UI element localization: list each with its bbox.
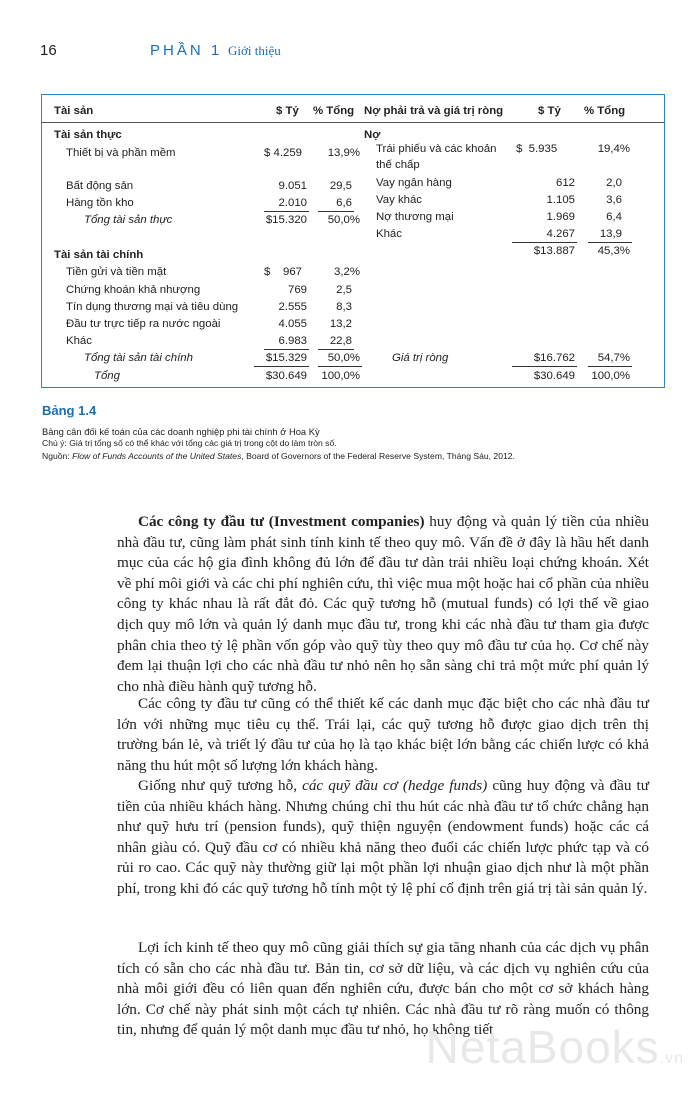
grand-total-amount: $30.649 — [265, 370, 307, 382]
col-header-liab-pct: % Tổng — [584, 105, 626, 117]
watermark-logo — [426, 1020, 684, 1074]
running-header — [40, 36, 660, 60]
table-row-pct: 2,0 — [606, 177, 622, 189]
financial-total-pct: 50,0% — [327, 352, 360, 364]
table-row-amount: $ 4.259 — [264, 147, 303, 159]
table-row-amount: $ 5.935 — [516, 143, 558, 155]
page-number: 16 — [40, 42, 57, 59]
table-row-amount: 9.051 — [278, 180, 307, 192]
grand-total-label: Tổng — [94, 370, 120, 382]
financial-total-amount: $15.329 — [265, 352, 307, 364]
liabilities-heading: Nợ — [364, 129, 381, 141]
table-row-amount: 612 — [555, 177, 575, 189]
table-row-pct: 6,4 — [606, 211, 622, 223]
table-row-label-cont: thế chấp — [376, 159, 420, 171]
paragraph-text: cũng huy động và đầu tư tiền của nhiều khách hàng. Nhưng chúng chỉ thu hút các nhà đầu tư tổ chức chẳng hạn như quỹ hưu trí (pension funds), quỹ thiện nguyện (endowment funds) hoặc các cá nhân giàu có. Quỹ đầu cơ có nhiều khả năng theo đuổi các chiến lược phức tạp và có rủi ro cao. Các quỹ này thường giữ lại một phần lợi nhuận giao dịch như là một phần phí, trong khi đó các quỹ tương hỗ tính một tỷ lệ phí cố định trên giá trị tài sản quản lý. — [117, 777, 649, 897]
real-total-label: Tổng tài sản thực — [84, 214, 173, 226]
paragraph-text: Giống như quỹ tương hỗ, — [138, 777, 303, 794]
table-row-label: Chứng khoán khả nhượng — [66, 284, 201, 296]
table-row-label: Đầu tư trực tiếp ra nước ngoài — [66, 318, 221, 330]
total-rule — [512, 366, 577, 367]
net-worth-label: Giá trị ròng — [392, 352, 449, 364]
source-prefix: Nguồn: — [42, 451, 73, 461]
table-note: Chú ý: Giá trị tổng số có thể khác với tổng các giá trị trong cột do làm tròn số. — [42, 438, 337, 448]
col-header-assets-amount: $ Tỷ — [276, 105, 299, 117]
table-row-pct: 3,6 — [606, 194, 622, 206]
liab-total-pct: 45,3% — [597, 245, 630, 257]
watermark-text: NetaBooks — [425, 1021, 660, 1073]
source-rest: , Board of Governors of the Federal Reserve System, Tháng Sáu, 2012. — [241, 451, 515, 461]
liab-grand-total-pct: 100,0% — [591, 370, 630, 382]
real-total-pct: 50,0% — [327, 214, 360, 226]
table-row-label: Tiền gửi và tiền mặt — [66, 266, 167, 278]
table-source — [42, 451, 515, 462]
source-title: Flow of Funds Accounts of the United States — [72, 451, 242, 461]
header-divider — [42, 122, 664, 123]
real-total-amount: $15.320 — [265, 214, 307, 226]
table-row-label: Nợ thương mại — [376, 211, 454, 223]
total-rule — [254, 366, 309, 367]
table-row-pct: 6,6 — [336, 197, 352, 209]
table-row-label: Khác — [66, 335, 92, 347]
table-row-label: Trái phiếu và các khoản — [376, 143, 497, 155]
subtotal-rule — [318, 349, 354, 350]
section-label: Giới thiệu — [228, 43, 281, 58]
table-row-label: Vay khác — [376, 194, 423, 206]
table-row-pct: 13,9 — [599, 228, 622, 240]
table-row-pct: 19,4% — [597, 143, 630, 155]
col-header-liabilities: Nợ phải trả và giá trị ròng — [364, 105, 504, 117]
net-worth-amount: $16.762 — [533, 352, 575, 364]
table-label: Bảng 1.4 — [42, 403, 97, 418]
total-rule — [318, 366, 362, 367]
table-row-amount: 2.555 — [278, 301, 307, 313]
total-rule — [588, 366, 632, 367]
table-row-pct: 2,5 — [336, 284, 352, 296]
table-row-amount: 6.983 — [278, 335, 307, 347]
grand-total-pct: 100,0% — [321, 370, 360, 382]
table-row-pct: 13,9% — [327, 147, 360, 159]
paragraph-text: Các công ty đầu tư cũng có thể thiết kế các danh mục đặc biệt cho các nhà đầu tư lớn với những mục tiêu cụ thể. Trái lại, các quỹ tương hỗ được giao dịch trên thị trường bán lẻ, và triết lý đầu tư của họ là tạo khác biệt lớn bằng các chiến lược có khả năng thu hút một số lượng lớn khách hàng. — [117, 695, 649, 774]
table-row-pct: 29,5 — [329, 180, 352, 192]
table-row-amount: 769 — [287, 284, 307, 296]
table-row-pct: 22,8 — [329, 335, 352, 347]
col-header-liab-amount: $ Tỷ — [538, 105, 561, 117]
financial-assets-heading: Tài sản tài chính — [54, 249, 144, 261]
subtotal-rule — [264, 349, 309, 350]
term-investment-companies: Các công ty đầu tư (Investment companies) — [138, 513, 425, 530]
paragraph-hedge-funds — [117, 776, 649, 900]
paragraph-text: Lợi ích kinh tế theo quy mô cũng giải thích sự gia tăng nhanh của các dịch vụ phân tích có sẵn cho các nhà đầu tư. Bản tin, cơ sở dữ liệu, và các dịch vụ nghiên cứu của nhà môi giới đều có liên quan đến nghiên cứu, được bán cho một cơ sở khách hàng lớn. Cơ chế này phát sinh một cách tự nhiên. Các nhà đầu tư rõ ràng muốn có thông tin, nhưng để quản lý một danh mục đầu tư nhỏ, họ không tiết — [117, 939, 649, 1039]
table-row-amount: 4.055 — [278, 318, 307, 330]
table-row-label: Thiết bị và phần mềm — [66, 147, 176, 159]
table-row-label: Tín dụng thương mại và tiêu dùng — [66, 301, 239, 313]
table-row-amount: 1.969 — [546, 211, 575, 223]
part-label: PHẦN 1 — [150, 42, 223, 59]
table-row-amount: 4.267 — [546, 228, 575, 240]
table-title: Bảng cân đối kế toán của các doanh nghiệp phi tài chính ở Hoa Kỳ — [42, 426, 320, 437]
subtotal-rule — [264, 211, 309, 212]
table-row-label: Hàng tồn kho — [66, 197, 134, 209]
col-header-assets-pct: % Tổng — [313, 105, 355, 117]
table-row-pct: 8,3 — [336, 301, 352, 313]
paragraph-text: huy động và quản lý tiền của nhiều nhà đầu tư, cũng làm phát sinh tính kinh tế theo quy mô. Vấn đề ở đây là hầu hết danh mục của các hộ gia đình không đủ lớn để đầu tư dàn trải nhiều loại chứng khoán. Xét về phí môi giới và các chi phí nghiên cứu, thì việc mua một hoặc hai cổ phần của nhiều công ty khác nhau là rất đắt đỏ. Các quỹ tương hỗ (mutual funds) có lợi thế về giao dịch quy mô lớn và quản lý danh mục đầu tư, trong khi các nhà đầu tư tham gia được phân chia theo tỷ lệ phần vốn góp vào quỹ tùy theo quy mô đầu tư của họ. Cơ chế này đem lại thuận lợi cho các nhà đầu tư nhỏ nên họ sẵn sàng chi trả một mức phí quản lý cho nhà điều hành quỹ tương hỗ. — [117, 513, 649, 695]
balance-sheet-table — [41, 94, 665, 388]
watermark-suffix: .vn — [659, 1050, 684, 1067]
table-row-label: Bất động sản — [66, 180, 134, 192]
table-row-label: Vay ngân hàng — [376, 177, 452, 189]
net-worth-pct: 54,7% — [597, 352, 630, 364]
term-hedge-funds: các quỹ đầu cơ (hedge funds) — [302, 777, 488, 794]
real-assets-heading: Tài sản thực — [54, 129, 122, 141]
subtotal-rule — [588, 242, 632, 243]
table-row-amount: 1.105 — [546, 194, 575, 206]
table-row-pct: 3,2% — [334, 266, 360, 278]
liab-total-amount: $13.887 — [533, 245, 575, 257]
subtotal-rule — [318, 211, 354, 212]
liab-grand-total-amount: $30.649 — [533, 370, 575, 382]
subtotal-rule — [512, 242, 577, 243]
paragraph-investment-companies — [117, 512, 649, 697]
table-row-amount: 2.010 — [278, 197, 307, 209]
table-row-amount: $ 967 — [264, 266, 302, 278]
table-row-label: Khác — [376, 228, 402, 240]
financial-total-label: Tổng tài sản tài chính — [84, 352, 193, 364]
paragraph-special-portfolios — [117, 694, 649, 776]
table-row-pct: 13,2 — [329, 318, 352, 330]
col-header-assets: Tài sản — [54, 105, 94, 117]
